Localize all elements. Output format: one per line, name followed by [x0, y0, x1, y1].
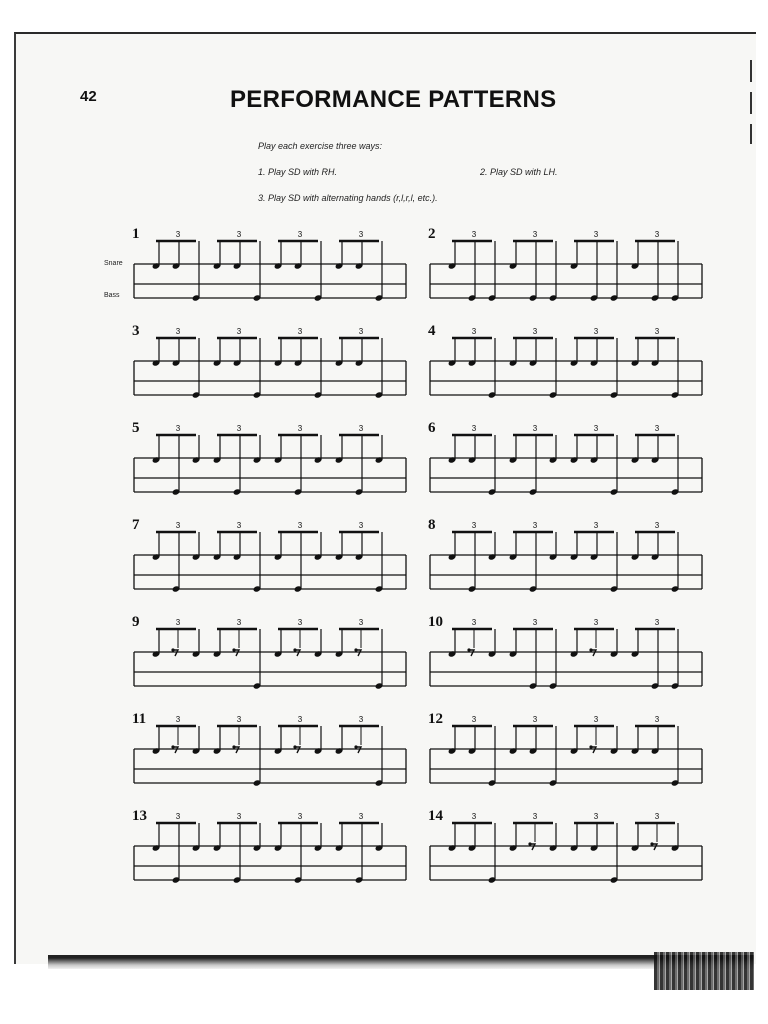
triplet-label: 3 [175, 327, 181, 336]
triplet-label: 3 [358, 715, 364, 724]
triplet-label: 3 [236, 715, 242, 724]
triplet-label: 3 [358, 230, 364, 239]
triplet-label: 3 [471, 230, 477, 239]
triplet-label: 3 [236, 230, 242, 239]
exercise-number: 3 [132, 323, 140, 339]
triplet-label: 3 [175, 812, 181, 821]
triplet-label: 3 [532, 424, 538, 433]
triplet-label: 3 [236, 521, 242, 530]
exercise-number: 9 [132, 614, 140, 630]
bass-label: Bass [104, 292, 120, 299]
triplet-label: 3 [297, 327, 303, 336]
triplet-label: 3 [593, 521, 599, 530]
rest-dot [589, 745, 592, 748]
snare-label: Snare [104, 260, 123, 267]
triplet-label: 3 [175, 521, 181, 530]
exercise-number: 1 [132, 226, 140, 242]
triplet-label: 3 [593, 327, 599, 336]
rest-dot [293, 745, 296, 748]
exercise-number: 7 [132, 517, 140, 533]
triplet-label: 3 [236, 618, 242, 627]
page-title: PERFORMANCE PATTERNS [230, 86, 557, 113]
exercise-number: 4 [428, 323, 436, 339]
triplet-label: 3 [654, 230, 660, 239]
triplet-label: 3 [654, 812, 660, 821]
rest-dot [171, 745, 174, 748]
triplet-label: 3 [358, 327, 364, 336]
triplet-label: 3 [654, 521, 660, 530]
triplet-label: 3 [358, 424, 364, 433]
page-number: 42 [80, 88, 97, 105]
rest-dot [354, 745, 357, 748]
rest-dot [650, 842, 653, 845]
exercise-number: 5 [132, 420, 140, 436]
triplet-label: 3 [532, 230, 538, 239]
instruction-way-2: 2. Play SD with LH. [480, 167, 558, 177]
triplet-label: 3 [175, 230, 181, 239]
triplet-label: 3 [297, 521, 303, 530]
exercise-number: 6 [428, 420, 436, 436]
triplet-label: 3 [532, 715, 538, 724]
triplet-label: 3 [532, 327, 538, 336]
rest-dot [354, 648, 357, 651]
exercise-number: 2 [428, 226, 436, 242]
exercise-number: 11 [132, 711, 147, 727]
triplet-label: 3 [358, 618, 364, 627]
triplet-label: 3 [297, 230, 303, 239]
triplet-label: 3 [358, 812, 364, 821]
triplet-label: 3 [297, 618, 303, 627]
instruction-way-1: 1. Play SD with RH. [258, 167, 338, 177]
triplet-label: 3 [654, 327, 660, 336]
exercise-number: 12 [428, 711, 443, 727]
triplet-label: 3 [297, 715, 303, 724]
rest-dot [232, 745, 235, 748]
triplet-label: 3 [471, 812, 477, 821]
instruction-way-3: 3. Play SD with alternating hands (r,l,r,l, etc.). [258, 193, 438, 203]
rest-dot [232, 648, 235, 651]
rest-dot [589, 648, 592, 651]
triplet-label: 3 [593, 424, 599, 433]
instruction-intro: Play each exercise three ways: [258, 141, 383, 151]
rest-dot [293, 648, 296, 651]
triplet-label: 3 [236, 812, 242, 821]
triplet-label: 3 [358, 521, 364, 530]
triplet-label: 3 [297, 424, 303, 433]
triplet-label: 3 [654, 715, 660, 724]
triplet-label: 3 [471, 521, 477, 530]
triplet-label: 3 [593, 618, 599, 627]
triplet-label: 3 [593, 812, 599, 821]
triplet-label: 3 [471, 327, 477, 336]
rest-dot [171, 648, 174, 651]
triplet-label: 3 [175, 715, 181, 724]
triplet-label: 3 [297, 812, 303, 821]
rest-dot [528, 842, 531, 845]
triplet-label: 3 [236, 424, 242, 433]
triplet-label: 3 [175, 424, 181, 433]
triplet-label: 3 [532, 521, 538, 530]
exercise-number: 14 [428, 808, 443, 824]
triplet-label: 3 [532, 618, 538, 627]
triplet-label: 3 [593, 230, 599, 239]
exercise-number: 10 [428, 614, 443, 630]
triplet-label: 3 [593, 715, 599, 724]
triplet-label: 3 [471, 424, 477, 433]
rest-dot [467, 648, 470, 651]
triplet-label: 3 [654, 424, 660, 433]
triplet-label: 3 [236, 327, 242, 336]
triplet-label: 3 [471, 715, 477, 724]
exercise-number: 13 [132, 808, 147, 824]
triplet-label: 3 [532, 812, 538, 821]
triplet-label: 3 [175, 618, 181, 627]
exercise-number: 8 [428, 517, 436, 533]
triplet-label: 3 [654, 618, 660, 627]
triplet-label: 3 [471, 618, 477, 627]
